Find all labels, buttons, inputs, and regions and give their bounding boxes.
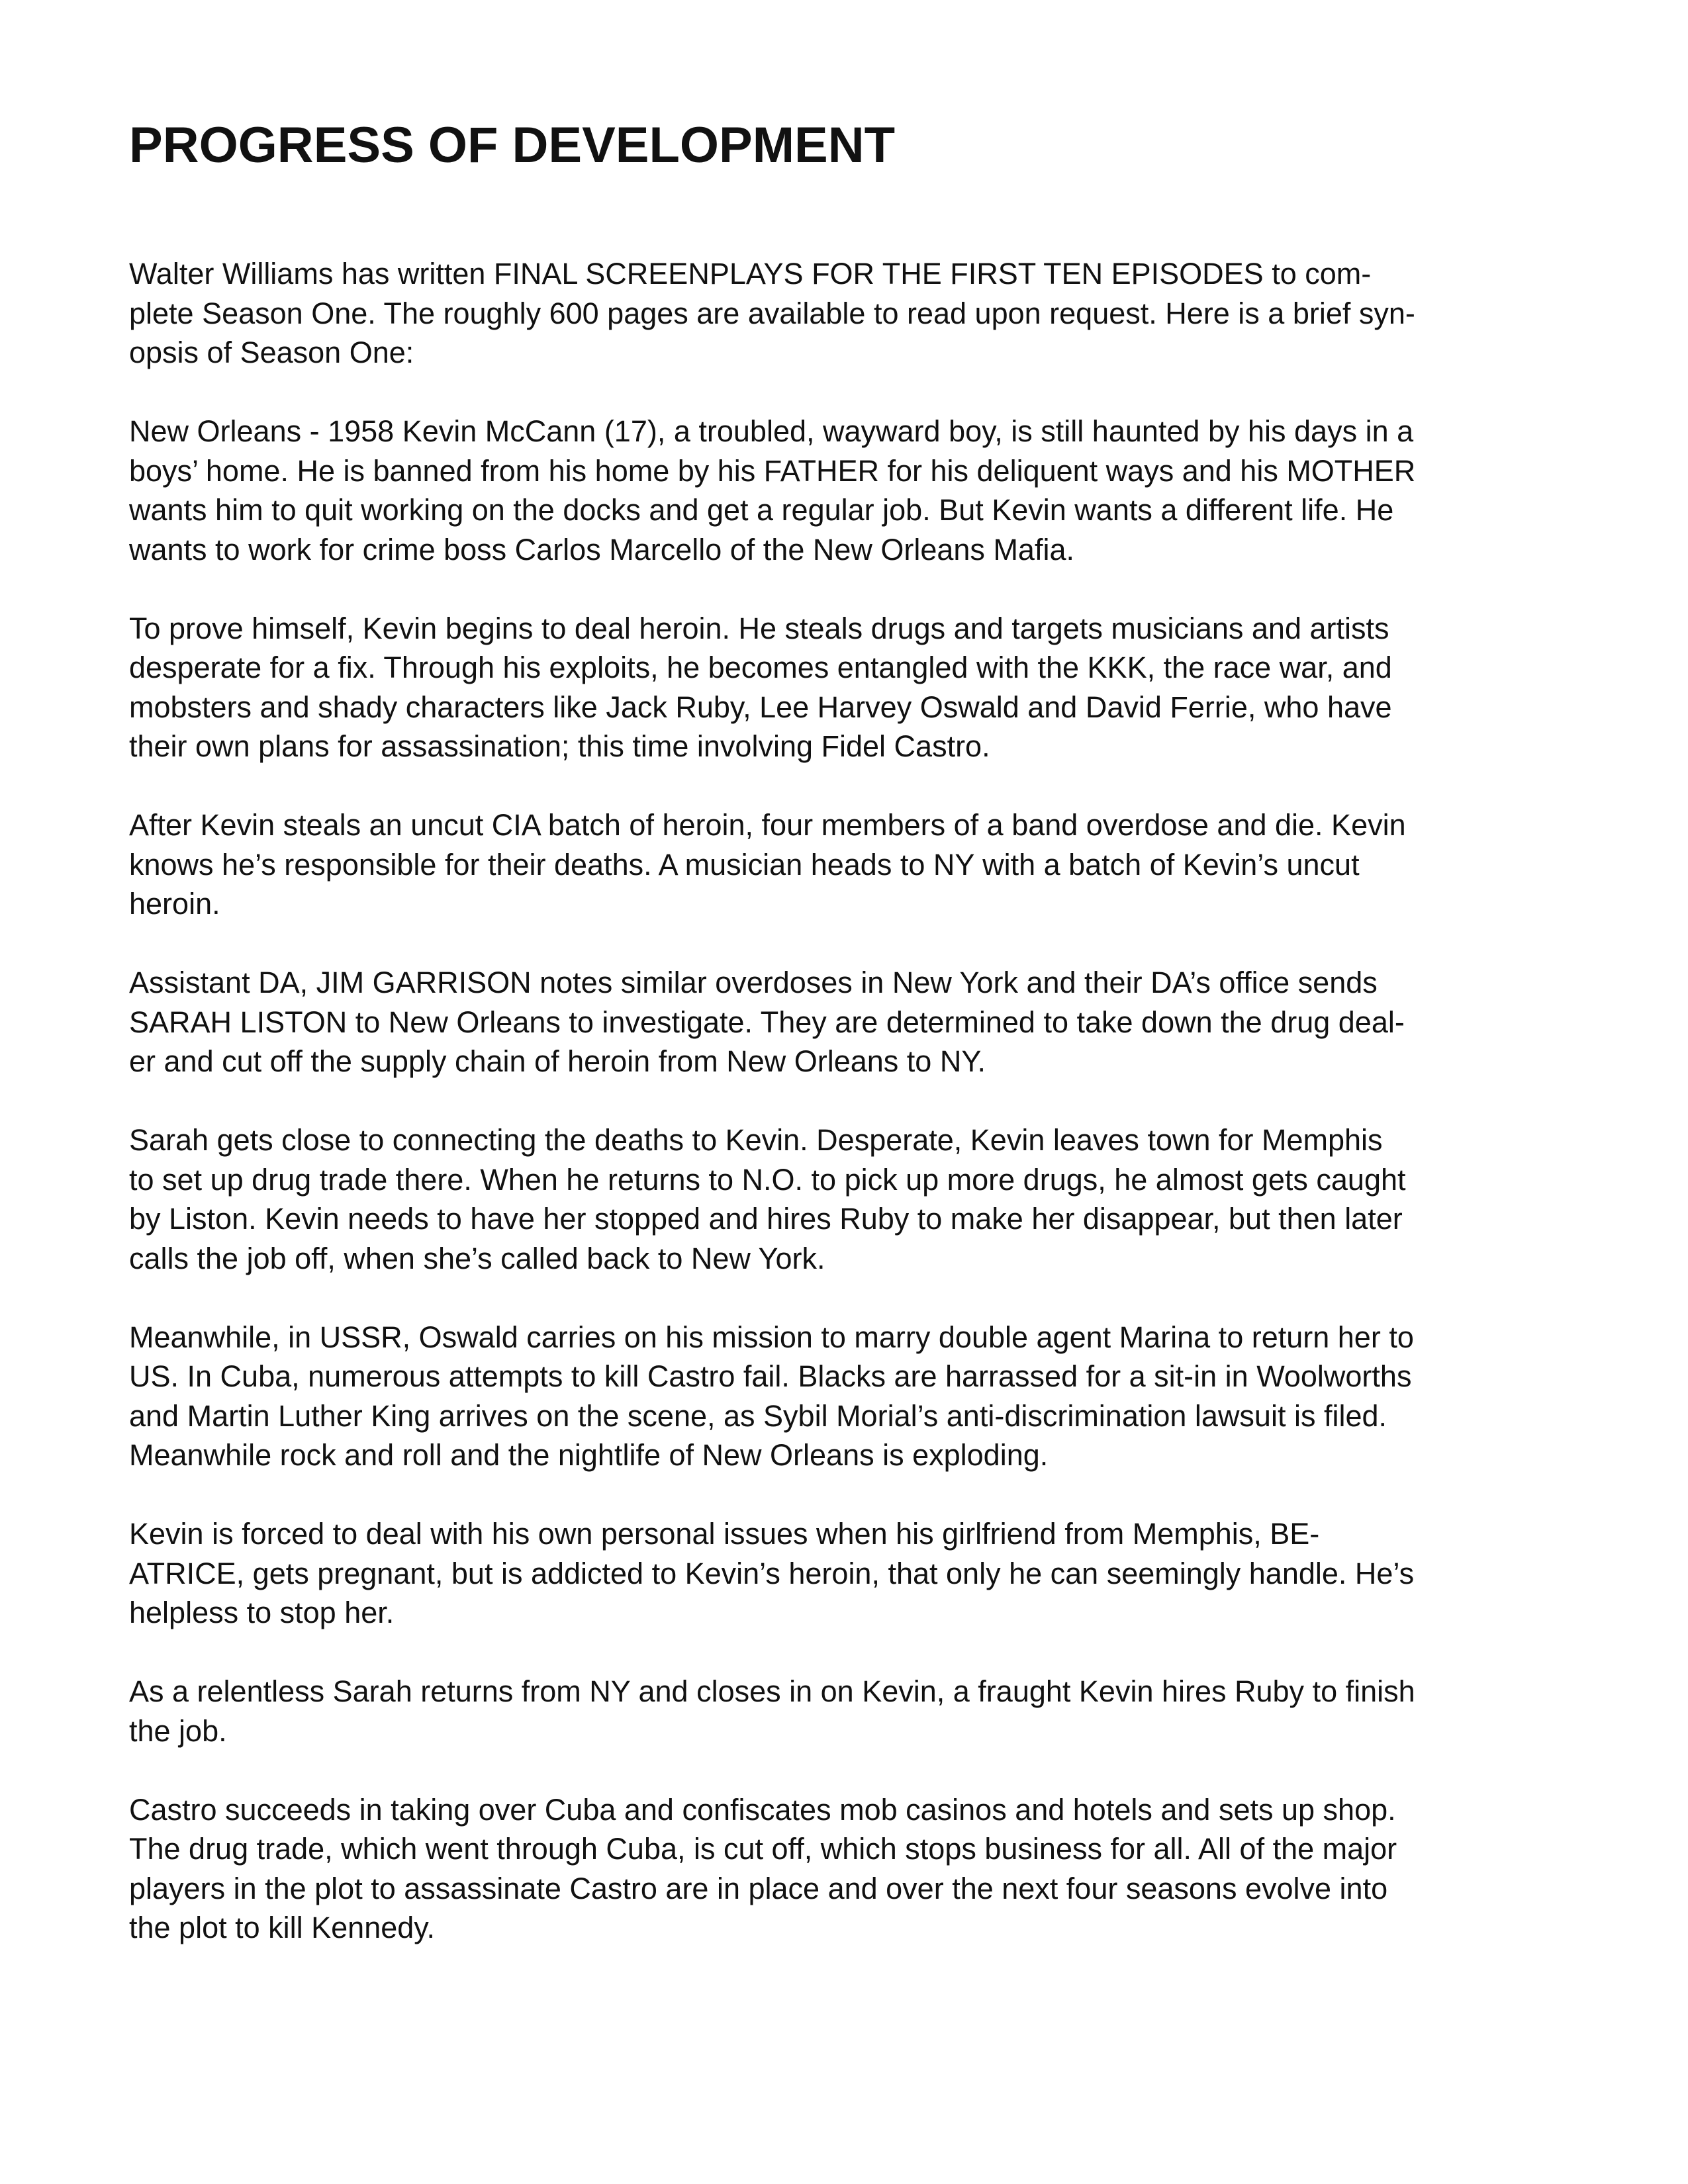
text-line: er and cut off the supply chain of heroin from New Orleans to NY. (129, 1044, 986, 1078)
document-body (129, 254, 1569, 1987)
text-line: New Orleans - 1958 Kevin McCann (17), a troubled, wayward boy, is still haunted by his days in a (129, 414, 1414, 448)
text-line: to set up drug trade there. When he returns to N.O. to pick up more drugs, he almost gets caught (129, 1162, 1406, 1197)
text-line: mobsters and shady characters like Jack Ruby, Lee Harvey Oswald and David Ferrie, who have (129, 690, 1392, 724)
text-line: by Liston. Kevin needs to have her stopped and hires Ruby to make her disappear, but then later (129, 1202, 1403, 1236)
text-line: and Martin Luther King arrives on the scene, as Sybil Morial’s anti-discrimination lawsuit is filed. (129, 1398, 1387, 1433)
text-line: heroin. (129, 887, 220, 921)
text-line: US. In Cuba, numerous attempts to kill Castro fail. Blacks are harrassed for a sit-in in Woolworths (129, 1359, 1412, 1393)
text-line: helpless to stop her. (129, 1596, 395, 1629)
paragraph-9 (129, 1672, 1569, 1751)
text-line: opsis of Season One: (129, 336, 414, 369)
text-line: Meanwhile, in USSR, Oswald carries on his mission to marry double agent Marina to return her to (129, 1320, 1414, 1354)
text-line: wants him to quit working on the docks and get a regular job. But Kevin wants a different life. He (129, 493, 1394, 527)
paragraph-4 (129, 805, 1569, 924)
text-line: the plot to kill Kennedy. (129, 1911, 435, 1944)
text-line: As a relentless Sarah returns from NY and closes in on Kevin, a fraught Kevin hires Ruby to finish (129, 1674, 1415, 1708)
text-line: boys’ home. He is banned from his home by his FATHER for his deliquent ways and his MOTHER (129, 453, 1416, 488)
text-line: Meanwhile rock and roll and the nightlife of New Orleans is exploding. (129, 1438, 1049, 1472)
paragraph-2 (129, 412, 1569, 569)
text-line: The drug trade, which went through Cuba, is cut off, which stops business for all. All of the major (129, 1832, 1397, 1866)
text-line: their own plans for assassination; this time involving Fidel Castro. (129, 729, 990, 763)
text-line: calls the job off, when she’s called back to New York. (129, 1241, 825, 1275)
text-line: desperate for a fix. Through his exploits, he becomes entangled with the KKK, the race war, and (129, 651, 1392, 684)
text-line: wants to work for crime boss Carlos Marcello of the New Orleans Mafia. (129, 532, 1074, 567)
paragraph-7 (129, 1318, 1569, 1475)
text-line: Assistant DA, JIM GARRISON notes similar overdoses in New York and their DA’s office sends (129, 966, 1378, 999)
page-title: PROGRESS OF DEVELOPMENT (129, 117, 896, 173)
paragraph-8 (129, 1514, 1569, 1633)
text-line: After Kevin steals an uncut CIA batch of heroin, four members of a band overdose and die. Kevin (129, 808, 1406, 842)
text-line: Castro succeeds in taking over Cuba and confiscates mob casinos and hotels and sets up shop. (129, 1792, 1396, 1827)
text-line: players in the plot to assassinate Castro are in place and over the next four seasons evolve into (129, 1871, 1388, 1905)
text-line: the job. (129, 1713, 227, 1748)
text-line: SARAH LISTON to New Orleans to investigate. They are determined to take down the drug deal- (129, 1005, 1405, 1039)
paragraph-10 (129, 1790, 1569, 1948)
paragraph-1 (129, 254, 1569, 373)
text-line: To prove himself, Kevin begins to deal heroin. He steals drugs and targets musicians and artists (129, 611, 1389, 645)
text-line: Kevin is forced to deal with his own personal issues when his girlfriend from Memphis, BE- (129, 1517, 1320, 1551)
paragraph-6 (129, 1120, 1569, 1278)
text-line: ATRICE, gets pregnant, but is addicted to Kevin’s heroin, that only he can seemingly handle. He’s (129, 1556, 1415, 1590)
text-line: plete Season One. The roughly 600 pages are available to read upon request. Here is a brief syn- (129, 296, 1415, 330)
paragraph-3 (129, 609, 1569, 766)
text-line: Sarah gets close to connecting the deaths to Kevin. Desperate, Kevin leaves town for Memphis (129, 1123, 1383, 1157)
text-line: Walter Williams has written FINAL SCREENPLAYS FOR THE FIRST TEN EPISODES to com- (129, 257, 1372, 291)
paragraph-5 (129, 963, 1569, 1081)
text-line: knows he’s responsible for their deaths. A musician heads to NY with a batch of Kevin’s uncut (129, 847, 1360, 882)
